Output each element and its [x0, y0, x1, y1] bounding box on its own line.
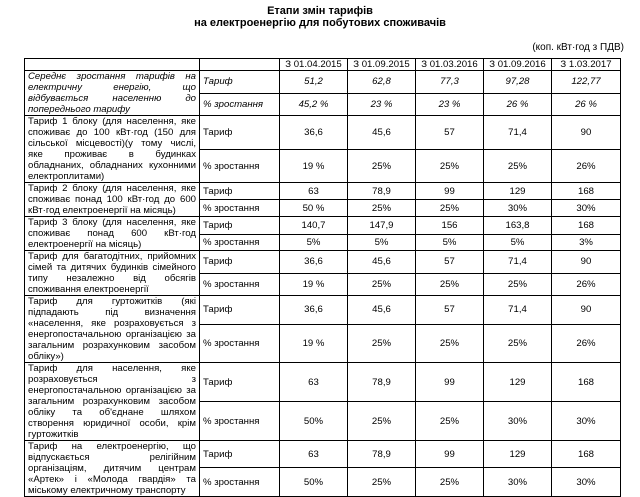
- date-header: З 01.09.2016: [484, 59, 552, 71]
- value-cell: 163,8: [484, 217, 552, 235]
- value-cell: 97,28: [484, 71, 552, 94]
- row-kind: % зростання: [200, 93, 280, 116]
- value-cell: 99: [416, 363, 484, 402]
- row-kind: Тариф: [200, 251, 280, 274]
- value-cell: 25%: [416, 150, 484, 183]
- value-cell: 25%: [348, 402, 416, 441]
- value-cell: 25%: [416, 468, 484, 497]
- tariff-table-body: [25, 59, 621, 497]
- value-cell: 36,6: [280, 251, 348, 274]
- row-kind: % зростання: [200, 273, 280, 296]
- value-cell: 36,6: [280, 296, 348, 325]
- value-cell: 62,8: [348, 71, 416, 94]
- row-kind: % зростання: [200, 468, 280, 497]
- value-cell: 30%: [484, 200, 552, 217]
- value-cell: 57: [416, 296, 484, 325]
- value-cell: 26%: [552, 273, 621, 296]
- value-cell: 168: [552, 363, 621, 402]
- value-cell: 78,9: [348, 441, 416, 468]
- value-cell: 25%: [348, 273, 416, 296]
- table-row: [25, 363, 621, 402]
- value-cell: 63: [280, 183, 348, 200]
- units-note: (коп. кВт·год з ПДВ): [532, 42, 624, 53]
- value-cell: 30%: [552, 468, 621, 497]
- value-cell: 90: [552, 251, 621, 274]
- row-description: Тариф 2 блоку (для населення, яке споживає понад 100 кВт·год до 600 кВт·год електроенергії на місяць): [25, 183, 200, 217]
- value-cell: 26%: [552, 324, 621, 362]
- value-cell: 36,6: [280, 116, 348, 150]
- row-kind: Тариф: [200, 441, 280, 468]
- row-kind: % зростання: [200, 150, 280, 183]
- value-cell: 26 %: [552, 93, 621, 116]
- row-description: Тариф на електроенергію, що відпускається релігійним організаціям, дитячим центрам «Артек» і «Молода гвардія» та міському електричному транспорту: [25, 441, 200, 497]
- value-cell: 168: [552, 217, 621, 235]
- table-row: [25, 251, 621, 274]
- value-cell: 30%: [484, 402, 552, 441]
- value-cell: 50%: [280, 402, 348, 441]
- value-cell: 25%: [416, 324, 484, 362]
- value-cell: 90: [552, 296, 621, 325]
- value-cell: 5%: [348, 234, 416, 251]
- value-cell: 3%: [552, 234, 621, 251]
- value-cell: 5%: [484, 234, 552, 251]
- value-cell: 26 %: [484, 93, 552, 116]
- title-line-2: на електроенергію для побутових споживачів: [194, 17, 446, 29]
- header-row: [25, 59, 621, 71]
- value-cell: 5%: [416, 234, 484, 251]
- row-kind: Тариф: [200, 296, 280, 325]
- value-cell: 129: [484, 183, 552, 200]
- row-kind: Тариф: [200, 363, 280, 402]
- value-cell: 30%: [484, 468, 552, 497]
- value-cell: 168: [552, 441, 621, 468]
- date-header: З 01.03.2016: [416, 59, 484, 71]
- value-cell: 99: [416, 183, 484, 200]
- value-cell: 5%: [280, 234, 348, 251]
- value-cell: 19 %: [280, 273, 348, 296]
- value-cell: 71,4: [484, 296, 552, 325]
- value-cell: 19 %: [280, 324, 348, 362]
- row-kind: % зростання: [200, 234, 280, 251]
- date-header: З 1.03.2017: [552, 59, 621, 71]
- value-cell: 50%: [280, 468, 348, 497]
- row-description: Тариф для гуртожитків (які підпадають під визначення «населення, яке розраховується з енергопостачальною організацією за загальним розрахунковим засобом обліку»): [25, 296, 200, 363]
- header-blank-cell: [25, 59, 200, 71]
- value-cell: 90: [552, 116, 621, 150]
- value-cell: 23 %: [416, 93, 484, 116]
- value-cell: 57: [416, 116, 484, 150]
- row-kind: % зростання: [200, 324, 280, 362]
- value-cell: 45,6: [348, 251, 416, 274]
- row-description: Тариф 1 блоку (для населення, яке споживає до 100 кВт·год (150 для сільської місцевості)(у тому числі, яке проживає в будинках обладнаних, обладнаних кухонними електроплитами): [25, 116, 200, 183]
- row-description: Тариф для населення, яке розраховується з енергопостачальною організацією за загальним розрахунковим засобом обліку та об'єднане шляхом створення юридичної особи, крім гуртожитків: [25, 363, 200, 441]
- value-cell: 50 %: [280, 200, 348, 217]
- value-cell: 25%: [348, 324, 416, 362]
- value-cell: 25%: [416, 402, 484, 441]
- table-row: [25, 183, 621, 200]
- value-cell: 71,4: [484, 251, 552, 274]
- row-description: Тариф 3 блоку (для населення, яке споживає понад 600 кВт·год електроенергії на місяць): [25, 217, 200, 251]
- value-cell: 25%: [348, 468, 416, 497]
- value-cell: 168: [552, 183, 621, 200]
- value-cell: 25%: [484, 324, 552, 362]
- value-cell: 63: [280, 363, 348, 402]
- row-description: Тариф для багатодітних, прийомних сімей та дитячих будинків сімейного типу незалежно від обсягів споживання електроенергії: [25, 251, 200, 296]
- value-cell: 23 %: [348, 93, 416, 116]
- table-row: [25, 441, 621, 468]
- value-cell: 25%: [484, 273, 552, 296]
- value-cell: 25%: [348, 150, 416, 183]
- value-cell: 25%: [416, 273, 484, 296]
- value-cell: 78,9: [348, 363, 416, 402]
- value-cell: 122,77: [552, 71, 621, 94]
- value-cell: 71,4: [484, 116, 552, 150]
- value-cell: 129: [484, 363, 552, 402]
- value-cell: 25%: [348, 200, 416, 217]
- value-cell: 30%: [552, 402, 621, 441]
- value-cell: 26%: [552, 150, 621, 183]
- value-cell: 30%: [552, 200, 621, 217]
- date-header: З 01.04.2015: [280, 59, 348, 71]
- value-cell: 156: [416, 217, 484, 235]
- date-header: З 01.09.2015: [348, 59, 416, 71]
- value-cell: 147,9: [348, 217, 416, 235]
- title-line-1: Етапи змін тарифів: [267, 5, 373, 17]
- table-row: [25, 296, 621, 325]
- value-cell: 25%: [416, 200, 484, 217]
- table-row: [25, 71, 621, 94]
- row-description: Середнє зростання тарифів на електричну енергію, що відбувається населенню до попереднього тарифу: [25, 71, 200, 116]
- value-cell: 63: [280, 441, 348, 468]
- value-cell: 57: [416, 251, 484, 274]
- value-cell: 45,6: [348, 296, 416, 325]
- row-kind: Тариф: [200, 217, 280, 235]
- row-kind: Тариф: [200, 71, 280, 94]
- row-kind: Тариф: [200, 116, 280, 150]
- value-cell: 140,7: [280, 217, 348, 235]
- row-kind: Тариф: [200, 183, 280, 200]
- value-cell: 45,2 %: [280, 93, 348, 116]
- tariff-table: [24, 58, 621, 497]
- row-kind: % зростання: [200, 402, 280, 441]
- value-cell: 25%: [484, 150, 552, 183]
- row-kind: % зростання: [200, 200, 280, 217]
- value-cell: 129: [484, 441, 552, 468]
- value-cell: 77,3: [416, 71, 484, 94]
- value-cell: 19 %: [280, 150, 348, 183]
- document-title: [0, 5, 640, 29]
- table-row: [25, 116, 621, 150]
- value-cell: 99: [416, 441, 484, 468]
- value-cell: 78,9: [348, 183, 416, 200]
- table-row: [25, 217, 621, 235]
- value-cell: 51,2: [280, 71, 348, 94]
- header-blank-cell: [200, 59, 280, 71]
- value-cell: 45,6: [348, 116, 416, 150]
